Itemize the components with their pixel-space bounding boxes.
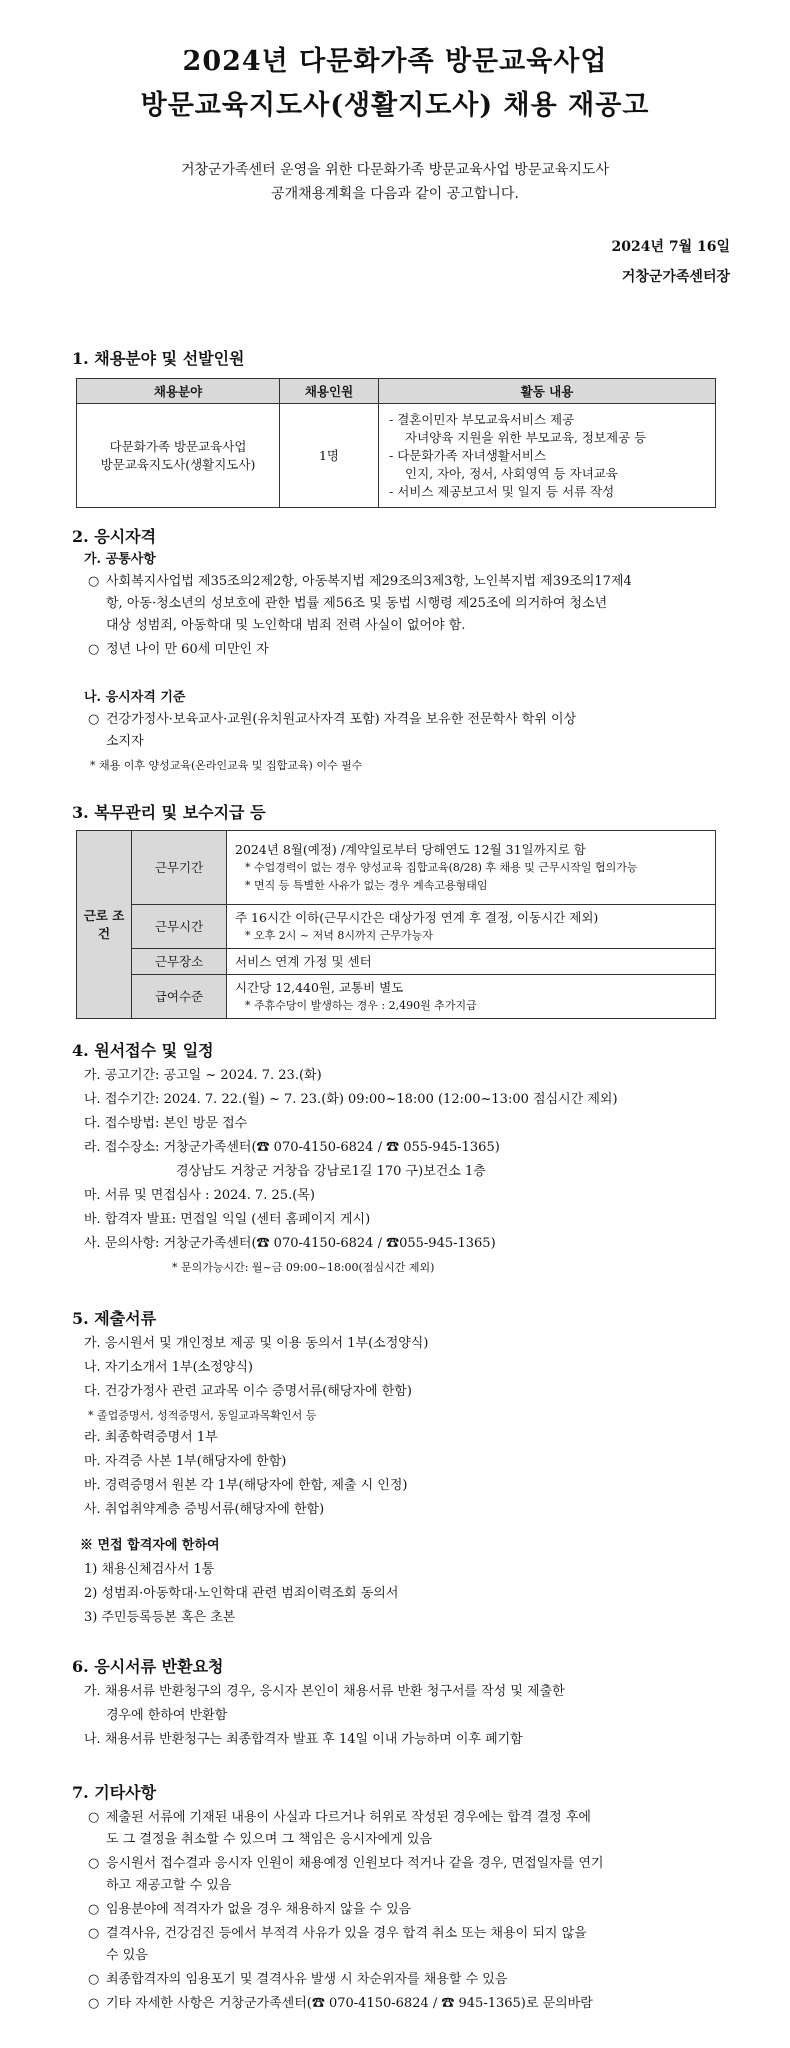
row-label: 근무기간 <box>132 831 227 905</box>
misc-cont: 하고 재공고할 수 있음 <box>106 1878 232 1893</box>
bullet-icon: ○ <box>88 1902 100 1917</box>
col-field: 채용분야 <box>77 379 280 404</box>
extra-item: 2) 성범죄·아동학대·노인학대 관련 범죄이력조회 동의서 <box>84 1586 399 1601</box>
bullet-icon: ○ <box>88 1810 100 1825</box>
recruitment-table <box>76 378 716 508</box>
document-item: 라. 최종학력증명서 1부 <box>84 1430 218 1445</box>
col-count: 채용인원 <box>280 379 379 404</box>
section-2-heading: 2. 응시자격 <box>72 527 157 546</box>
section-1-heading: 1. 채용분야 및 선발인원 <box>72 349 245 368</box>
misc-item <box>88 1900 411 1920</box>
subheading-criteria: 나. 응시자격 기준 <box>84 690 186 705</box>
document-item: 마. 자격증 사본 1부(해당자에 한함) <box>84 1454 287 1469</box>
schedule-item: 라. 접수장소: 거창군가족센터(☎ 070-4150-6824 / ☎ 055-945-1365) <box>84 1140 500 1155</box>
schedule-item: 마. 서류 및 면접심사 : 2024. 7. 25.(목) <box>84 1188 315 1203</box>
text: 정년 나이 만 60세 미만인 자 <box>106 642 269 657</box>
row-content <box>227 831 716 905</box>
row-line: 시간당 12,440원, 교통비 별도 <box>235 979 404 995</box>
activity-line: - 다문화가족 자녀생활서비스 <box>389 447 547 463</box>
schedule-note: * 문의가능시간: 월~금 09:00~18:00(점심시간 제외) <box>172 1261 435 1274</box>
bullet-icon: ○ <box>88 574 100 589</box>
row-content: 서비스 연계 가정 및 센터 <box>227 949 716 975</box>
text: 사회복지사업법 제35조의2제2항, 아동복지법 제29조의3제3항, 노인복지법 제39조의17제4 <box>106 574 632 589</box>
title-line-1: 2024년 다문화가족 방문교육사업 <box>182 46 608 77</box>
misc-cont: 도 그 결정을 취소할 수 있으며 그 책임은 응시자에게 있음 <box>106 1832 433 1847</box>
row-label: 근무장소 <box>132 949 227 975</box>
text: 결격사유, 건강검진 등에서 부적격 사유가 있을 경우 합격 취소 또는 채용이 되지 않을 <box>106 1926 587 1941</box>
field-line-1: 다문화가족 방문교육사업 <box>109 438 247 454</box>
bullet-icon: ○ <box>88 1996 100 2011</box>
row-note: * 수업경력이 없는 경우 양성교육 집합교육(8/28) 후 채용 및 근무시작일 협의가능 <box>245 860 638 874</box>
activity-line: 인지, 자아, 정서, 사회영역 등 자녀교육 <box>405 465 618 481</box>
bullet-icon: ○ <box>88 642 100 657</box>
section-4-heading: 4. 원서접수 및 일정 <box>72 1041 214 1060</box>
schedule-item: 사. 문의사항: 거창군가족센터(☎ 070-4150-6824 / ☎055-945-1365) <box>84 1236 496 1251</box>
qualification-item <box>88 640 269 660</box>
issuer: 거창군가족센터장 <box>621 269 730 285</box>
date-block <box>611 232 730 292</box>
section-6-heading: 6. 응시서류 반환요청 <box>72 1657 224 1676</box>
text: 최종합격자의 임용포기 및 결격사유 발생 시 차순위자를 채용할 수 있음 <box>106 1972 508 1987</box>
bullet-icon: ○ <box>88 1926 100 1941</box>
intro <box>0 158 790 206</box>
row-note: * 주휴수당이 발생하는 경우 : 2,490원 추가지급 <box>245 998 477 1012</box>
misc-cont: 수 있음 <box>106 1948 148 1963</box>
group-label: 근로 조건 <box>77 831 132 1019</box>
misc-item <box>88 1854 604 1874</box>
activity-cell <box>379 404 716 508</box>
document-item: 다. 건강가정사 관련 교과목 이수 증명서류(해당자에 한함) <box>84 1384 412 1399</box>
misc-item <box>88 1994 593 2014</box>
row-line: 2024년 8월(예정) /계약일로부터 당해연도 12월 31일까지로 함 <box>235 841 586 857</box>
activity-line: - 서비스 제공보고서 및 일지 등 서류 작성 <box>389 483 615 499</box>
return-item: 가. 채용서류 반환청구의 경우, 응시자 본인이 채용서류 반환 청구서를 작성 및 제출한 <box>84 1684 565 1699</box>
activity-line: 자녀양육 지원을 위한 부모교육, 정보제공 등 <box>405 429 647 445</box>
row-note: * 오후 2시 ~ 저녁 8시까지 근무가능자 <box>245 928 433 942</box>
subheading-common: 가. 공통사항 <box>84 552 156 567</box>
text: 기타 자세한 사항은 거창군가족센터(☎ 070-4150-6824 / ☎ 945-1365)로 문의바람 <box>106 1996 593 2011</box>
row-content <box>227 975 716 1019</box>
count-cell: 1명 <box>280 404 379 508</box>
criteria-note: * 채용 이후 양성교육(온라인교육 및 집합교육) 이수 필수 <box>90 759 363 772</box>
text: 건강가정사·보육교사·교원(유치원교사자격 포함) 자격을 보유한 전문학사 학위 이상 <box>106 712 577 727</box>
document-item: 나. 자기소개서 1부(소정양식) <box>84 1360 253 1375</box>
col-activity: 활동 내용 <box>379 379 716 404</box>
intro-line-2: 공개채용계획을 다음과 같이 공고합니다. <box>271 186 519 202</box>
misc-item <box>88 1808 591 1828</box>
schedule-item: 바. 합격자 발표: 면접일 익일 (센터 홈페이지 게시) <box>84 1212 371 1227</box>
document-item: 바. 경력증명서 원본 각 1부(해당자에 한함, 제출 시 인정) <box>84 1478 408 1493</box>
working-conditions-table <box>76 830 716 1019</box>
section-7-heading: 7. 기타사항 <box>72 1783 157 1802</box>
misc-item <box>88 1970 507 1990</box>
row-note: * 면직 등 특별한 사유가 없는 경우 계속고용형태임 <box>245 878 488 892</box>
text: 응시원서 접수결과 응시자 인원이 채용예정 인원보다 적거나 같을 경우, 면접일자를 연기 <box>106 1856 604 1871</box>
row-label: 급여수준 <box>132 975 227 1019</box>
document-item: 가. 응시원서 및 개인정보 제공 및 이용 동의서 1부(소정양식) <box>84 1336 429 1351</box>
intro-line-1: 거창군가족센터 운영을 위한 다문화가족 방문교육사업 방문교육지도사 <box>181 162 609 178</box>
row-line: 주 16시간 이하(근무시간은 대상가정 연계 후 결정, 이동시간 제외) <box>235 909 599 925</box>
qualification-cont: 대상 성범죄, 아동학대 및 노인학대 범죄 전력 사실이 없어야 함. <box>106 618 466 633</box>
document-note: * 졸업증명서, 성적증명서, 동일교과목확인서 등 <box>88 1409 317 1422</box>
section-5-heading: 5. 제출서류 <box>72 1309 157 1328</box>
bullet-icon: ○ <box>88 1856 100 1871</box>
extra-item: 3) 주민등록등본 혹은 초본 <box>84 1610 236 1625</box>
schedule-item: 다. 접수방법: 본인 방문 접수 <box>84 1116 248 1131</box>
misc-item <box>88 1924 587 1944</box>
text: 제출된 서류에 기재된 내용이 사실과 다르거나 허위로 작성된 경우에는 합격 결정 후에 <box>106 1810 591 1825</box>
row-content <box>227 905 716 949</box>
field-line-2: 방문교육지도사(생활지도사) <box>100 456 256 472</box>
qualification-item <box>88 572 632 592</box>
bullet-icon: ○ <box>88 712 100 727</box>
text: 임용분야에 적격자가 없을 경우 채용하지 않을 수 있음 <box>106 1902 412 1917</box>
activity-line: - 결혼이민자 부모교육서비스 제공 <box>389 411 575 427</box>
extra-heading: ※ 면접 합격자에 한하여 <box>80 1538 220 1553</box>
field-cell <box>77 404 280 508</box>
return-cont: 경우에 한하여 반환함 <box>106 1708 228 1723</box>
criteria-item <box>88 710 576 730</box>
title-line-2: 방문교육지도사(생활지도사) 채용 재공고 <box>140 90 650 121</box>
schedule-item: 가. 공고기간: 공고일 ~ 2024. 7. 23.(화) <box>84 1068 322 1083</box>
schedule-item: 나. 접수기간: 2024. 7. 22.(월) ~ 7. 23.(화) 09:00~18:00 (12:00~13:00 점심시간 제외) <box>84 1092 618 1107</box>
row-label: 근무시간 <box>132 905 227 949</box>
schedule-address: 경상남도 거창군 거창읍 강남로1길 170 구)보건소 1층 <box>176 1164 486 1179</box>
return-item: 나. 채용서류 반환청구는 최종합격자 발표 후 14일 이내 가능하며 이후 폐기함 <box>84 1732 523 1747</box>
document-item: 사. 취업취약계층 증빙서류(해당자에 한함) <box>84 1502 325 1517</box>
criteria-cont: 소지자 <box>106 734 144 749</box>
section-3-heading: 3. 복무관리 및 보수지급 등 <box>72 803 266 822</box>
qualification-cont: 항, 아동·청소년의 성보호에 관한 법률 제56조 및 동법 시행령 제25조에 의거하여 청소년 <box>106 596 608 611</box>
announcement-date: 2024년 7월 16일 <box>611 239 730 255</box>
bullet-icon: ○ <box>88 1972 100 1987</box>
extra-item: 1) 채용신체검사서 1통 <box>84 1562 215 1577</box>
